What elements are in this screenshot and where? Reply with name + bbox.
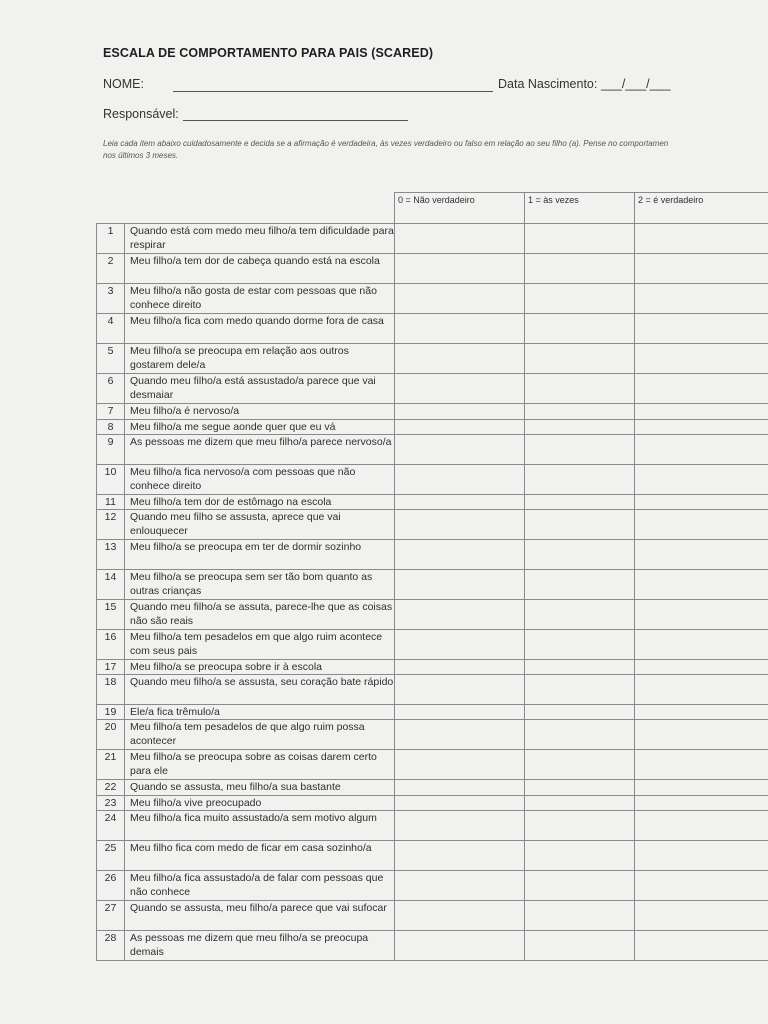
answer-cell-nao-verdadeiro[interactable]: [395, 720, 525, 750]
item-number: 27: [97, 901, 125, 931]
answer-cell-as-vezes[interactable]: [525, 465, 635, 495]
answer-cell-as-vezes[interactable]: [525, 570, 635, 600]
item-number: 20: [97, 720, 125, 750]
table-row: [97, 675, 768, 705]
answer-cell-as-vezes[interactable]: [525, 705, 635, 720]
item-number: 16: [97, 630, 125, 660]
answer-cell-nao-verdadeiro[interactable]: [395, 495, 525, 510]
table-row: [97, 344, 768, 374]
answer-cell-e-verdadeiro[interactable]: [635, 675, 768, 705]
table-row: [97, 374, 768, 404]
item-number: 8: [97, 420, 125, 435]
answer-cell-as-vezes[interactable]: [525, 314, 635, 344]
item-text: Quando se assusta, meu filho/a parece que vai sufocar: [125, 901, 395, 931]
item-number: 23: [97, 796, 125, 811]
data-nascimento-field[interactable]: ___/___/___: [601, 77, 671, 91]
answer-cell-as-vezes[interactable]: [525, 796, 635, 811]
answer-cell-e-verdadeiro[interactable]: [635, 510, 768, 540]
answer-cell-nao-verdadeiro[interactable]: [395, 374, 525, 404]
item-number: 9: [97, 435, 125, 465]
instruction-line-2: nos últimos 3 meses.: [103, 151, 179, 160]
item-text: Quando meu filho se assusta, aprece que vai enlouquecer: [125, 510, 395, 540]
table-row: [97, 841, 768, 871]
item-text: Meu filho/a fica nervoso/a com pessoas que não conhece direito: [125, 465, 395, 495]
answer-cell-e-verdadeiro[interactable]: [635, 420, 768, 435]
item-number: 28: [97, 931, 125, 961]
item-text: Meu filho/a tem pesadelos em que algo ruim acontece com seus pais: [125, 630, 395, 660]
answer-cell-nao-verdadeiro[interactable]: [395, 630, 525, 660]
item-number: 15: [97, 600, 125, 630]
table-row: [97, 314, 768, 344]
table-row: [97, 705, 768, 720]
table-row: [97, 224, 768, 254]
item-number: 26: [97, 871, 125, 901]
answer-cell-nao-verdadeiro[interactable]: [395, 540, 525, 570]
answer-cell-as-vezes[interactable]: [525, 495, 635, 510]
item-number: 18: [97, 675, 125, 705]
answer-cell-as-vezes[interactable]: [525, 811, 635, 841]
item-number: 10: [97, 465, 125, 495]
answer-cell-nao-verdadeiro[interactable]: [395, 750, 525, 780]
instructions: [103, 138, 768, 162]
answer-cell-e-verdadeiro[interactable]: [635, 796, 768, 811]
item-text: Meu filho/a tem dor de estômago na escola: [125, 495, 395, 510]
answer-cell-e-verdadeiro[interactable]: [635, 600, 768, 630]
item-number: 2: [97, 254, 125, 284]
header-as-vezes: 1 = às vezes: [525, 193, 635, 224]
answer-cell-as-vezes[interactable]: [525, 374, 635, 404]
answer-cell-nao-verdadeiro[interactable]: [395, 871, 525, 901]
answer-cell-e-verdadeiro[interactable]: [635, 344, 768, 374]
item-text: Meu filho/a fica assustado/a de falar com pessoas que não conhece: [125, 871, 395, 901]
table-row: [97, 796, 768, 811]
answer-cell-as-vezes[interactable]: [525, 344, 635, 374]
answer-cell-nao-verdadeiro[interactable]: [395, 660, 525, 675]
item-number: 13: [97, 540, 125, 570]
answer-cell-e-verdadeiro[interactable]: [635, 705, 768, 720]
answer-cell-nao-verdadeiro[interactable]: [395, 435, 525, 465]
header-e-verdadeiro: 2 = é verdadeiro: [635, 193, 768, 224]
answer-cell-e-verdadeiro[interactable]: [635, 495, 768, 510]
answer-cell-e-verdadeiro[interactable]: [635, 811, 768, 841]
item-text: Meu filho/a se preocupa sem ser tão bom quanto as outras crianças: [125, 570, 395, 600]
item-number: 6: [97, 374, 125, 404]
table-row: [97, 750, 768, 780]
item-number: 4: [97, 314, 125, 344]
responsavel-field[interactable]: [183, 120, 408, 121]
table-row: [97, 630, 768, 660]
answer-cell-nao-verdadeiro[interactable]: [395, 705, 525, 720]
table-row: [97, 720, 768, 750]
item-text: Meu filho fica com medo de ficar em casa sozinho/a: [125, 841, 395, 871]
item-text: Meu filho/a é nervoso/a: [125, 404, 395, 420]
answer-cell-as-vezes[interactable]: [525, 254, 635, 284]
answer-cell-nao-verdadeiro[interactable]: [395, 931, 525, 961]
table-row: [97, 510, 768, 540]
table-row: [97, 600, 768, 630]
answer-cell-as-vezes[interactable]: [525, 780, 635, 796]
item-text: Quando meu filho/a se assusta, seu coração bate rápido: [125, 675, 395, 705]
table-row: [97, 435, 768, 465]
table-row: [97, 811, 768, 841]
table-row: [97, 570, 768, 600]
answer-cell-as-vezes[interactable]: [525, 720, 635, 750]
answer-cell-e-verdadeiro[interactable]: [635, 374, 768, 404]
answer-cell-nao-verdadeiro[interactable]: [395, 314, 525, 344]
answer-cell-nao-verdadeiro[interactable]: [395, 570, 525, 600]
answer-cell-as-vezes[interactable]: [525, 901, 635, 931]
answer-cell-as-vezes[interactable]: [525, 750, 635, 780]
answer-cell-as-vezes[interactable]: [525, 675, 635, 705]
item-text: Meu filho/a se preocupa sobre ir à escola: [125, 660, 395, 675]
item-text: Quando meu filho/a se assuta, parece-lhe que as coisas não são reais: [125, 600, 395, 630]
answer-cell-nao-verdadeiro[interactable]: [395, 254, 525, 284]
item-text: Meu filho/a fica muito assustado/a sem motivo algum: [125, 811, 395, 841]
answer-cell-nao-verdadeiro[interactable]: [395, 780, 525, 796]
answer-cell-nao-verdadeiro[interactable]: [395, 811, 525, 841]
answer-cell-nao-verdadeiro[interactable]: [395, 284, 525, 314]
answer-cell-as-vezes[interactable]: [525, 660, 635, 675]
answer-cell-e-verdadeiro[interactable]: [635, 780, 768, 796]
item-text: Ele/a fica trêmulo/a: [125, 705, 395, 720]
item-text: Meu filho/a se preocupa em ter de dormir sozinho: [125, 540, 395, 570]
answer-cell-nao-verdadeiro[interactable]: [395, 841, 525, 871]
answer-cell-as-vezes[interactable]: [525, 420, 635, 435]
answer-cell-as-vezes[interactable]: [525, 931, 635, 961]
table-row: [97, 540, 768, 570]
answer-cell-e-verdadeiro[interactable]: [635, 570, 768, 600]
table-row: [97, 871, 768, 901]
item-text: Meu filho/a tem dor de cabeça quando está na escola: [125, 254, 395, 284]
answer-cell-as-vezes[interactable]: [525, 404, 635, 420]
item-number: 1: [97, 224, 125, 254]
answer-cell-e-verdadeiro[interactable]: [635, 901, 768, 931]
answer-cell-e-verdadeiro[interactable]: [635, 630, 768, 660]
answer-cell-e-verdadeiro[interactable]: [635, 314, 768, 344]
answer-cell-as-vezes[interactable]: [525, 630, 635, 660]
table-body: [97, 193, 768, 961]
item-text: Quando meu filho/a está assustado/a parece que vai desmaiar: [125, 374, 395, 404]
answer-cell-as-vezes[interactable]: [525, 435, 635, 465]
answer-cell-as-vezes[interactable]: [525, 841, 635, 871]
answer-cell-as-vezes[interactable]: [525, 510, 635, 540]
item-number: 12: [97, 510, 125, 540]
table-row: [97, 465, 768, 495]
answer-cell-as-vezes[interactable]: [525, 871, 635, 901]
item-text: As pessoas me dizem que meu filho/a parece nervoso/a: [125, 435, 395, 465]
answer-cell-nao-verdadeiro[interactable]: [395, 510, 525, 540]
item-text: Meu filho/a tem pesadelos de que algo ruim possa acontecer: [125, 720, 395, 750]
answer-cell-e-verdadeiro[interactable]: [635, 720, 768, 750]
table-row: [97, 660, 768, 675]
table-row: [97, 780, 768, 796]
item-text: Meu filho/a me segue aonde quer que eu vá: [125, 420, 395, 435]
answer-cell-nao-verdadeiro[interactable]: [395, 404, 525, 420]
item-text: Quando se assusta, meu filho/a sua bastante: [125, 780, 395, 796]
answer-cell-nao-verdadeiro[interactable]: [395, 344, 525, 374]
form-title: ESCALA DE COMPORTAMENTO PARA PAIS (SCARED): [103, 46, 434, 60]
item-number: 7: [97, 404, 125, 420]
answer-cell-e-verdadeiro[interactable]: [635, 540, 768, 570]
item-number: 11: [97, 495, 125, 510]
item-number: 17: [97, 660, 125, 675]
answer-cell-e-verdadeiro[interactable]: [635, 254, 768, 284]
answer-cell-nao-verdadeiro[interactable]: [395, 901, 525, 931]
answer-cell-e-verdadeiro[interactable]: [635, 224, 768, 254]
table-row: [97, 931, 768, 961]
item-number: 3: [97, 284, 125, 314]
answer-cell-e-verdadeiro[interactable]: [635, 404, 768, 420]
answer-cell-nao-verdadeiro[interactable]: [395, 675, 525, 705]
answer-cell-nao-verdadeiro[interactable]: [395, 224, 525, 254]
item-number: 25: [97, 841, 125, 871]
answer-cell-e-verdadeiro[interactable]: [635, 660, 768, 675]
answer-cell-as-vezes[interactable]: [525, 600, 635, 630]
item-text: As pessoas me dizem que meu filho/a se preocupa demais: [125, 931, 395, 961]
table-row: [97, 901, 768, 931]
table-row: [97, 495, 768, 510]
item-number: 22: [97, 780, 125, 796]
answer-cell-e-verdadeiro[interactable]: [635, 931, 768, 961]
item-number: 5: [97, 344, 125, 374]
answer-cell-e-verdadeiro[interactable]: [635, 435, 768, 465]
table-header-row: [97, 193, 768, 224]
instruction-line-1: Leia cada item abaixo cuidadosamente e decida se a afirmação é verdadeira, às vezes verdadeiro ou falso em relação ao seu filho (a). Pense no comportamen: [103, 139, 669, 148]
data-nascimento-label: Data Nascimento:: [498, 77, 598, 91]
table-row: [97, 284, 768, 314]
item-number: 24: [97, 811, 125, 841]
answer-cell-as-vezes[interactable]: [525, 540, 635, 570]
table-row: [97, 404, 768, 420]
answer-cell-e-verdadeiro[interactable]: [635, 871, 768, 901]
scared-question-table: [96, 192, 768, 961]
item-text: Meu filho/a fica com medo quando dorme fora de casa: [125, 314, 395, 344]
nome-label: NOME:: [103, 77, 144, 91]
table-row: [97, 420, 768, 435]
table-row: [97, 254, 768, 284]
responsavel-label: Responsável:: [103, 107, 179, 121]
item-number: 14: [97, 570, 125, 600]
answer-cell-as-vezes[interactable]: [525, 284, 635, 314]
item-text: Meu filho/a não gosta de estar com pessoas que não conhece direito: [125, 284, 395, 314]
item-text: Quando está com medo meu filho/a tem dificuldade para respirar: [125, 224, 395, 254]
answer-cell-nao-verdadeiro[interactable]: [395, 796, 525, 811]
item-text: Meu filho/a vive preocupado: [125, 796, 395, 811]
answer-cell-nao-verdadeiro[interactable]: [395, 420, 525, 435]
answer-cell-e-verdadeiro[interactable]: [635, 841, 768, 871]
answer-cell-e-verdadeiro[interactable]: [635, 465, 768, 495]
answer-cell-e-verdadeiro[interactable]: [635, 750, 768, 780]
item-text: Meu filho/a se preocupa sobre as coisas darem certo para ele: [125, 750, 395, 780]
answer-cell-as-vezes[interactable]: [525, 224, 635, 254]
item-number: 21: [97, 750, 125, 780]
header-nao-verdadeiro: 0 = Não verdadeiro: [395, 193, 525, 224]
answer-cell-nao-verdadeiro[interactable]: [395, 600, 525, 630]
answer-cell-e-verdadeiro[interactable]: [635, 284, 768, 314]
answer-cell-nao-verdadeiro[interactable]: [395, 465, 525, 495]
item-text: Meu filho/a se preocupa em relação aos outros gostarem dele/a: [125, 344, 395, 374]
item-number: 19: [97, 705, 125, 720]
nome-field[interactable]: [173, 91, 493, 92]
